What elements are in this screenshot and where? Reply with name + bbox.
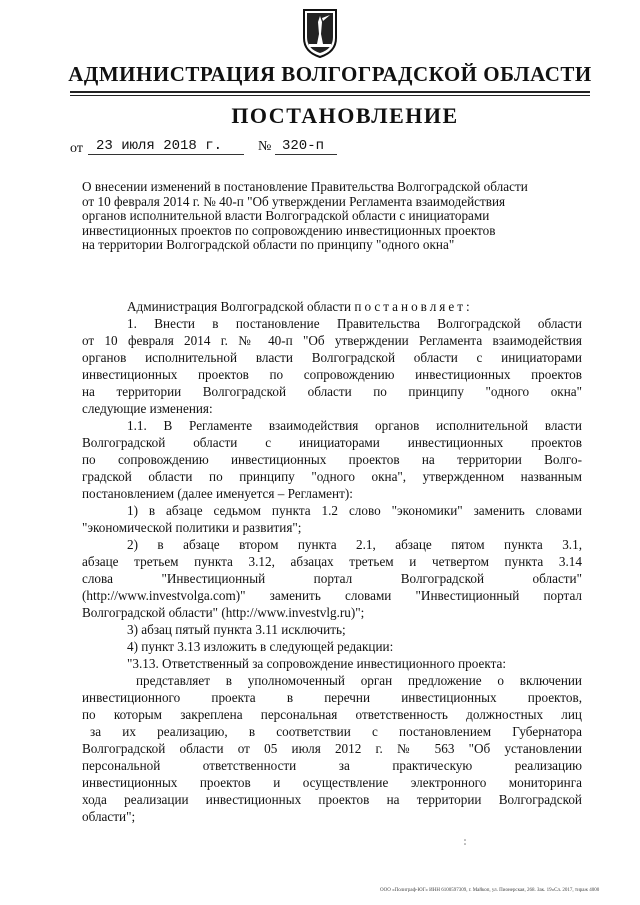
subject-line: О внесении изменений в постановление Правительства Волгоградской области [82,179,528,194]
body-line: Волгоградской области от 05 июля 2012 г. № 563 "Об установлении [82,741,582,756]
body-line: по которым закреплена персональная ответственность должностных лиц [82,707,582,722]
body-line: 1. Внести в постановление Правительства Волгоградской области [127,316,582,331]
decree-word: постановляет: [354,299,473,314]
organization-title: АДМИНИСТРАЦИЯ ВОЛГОГРАДСКОЙ ОБЛАСТИ [68,62,592,86]
header-rule-thin [70,95,590,96]
body-line: по сопровождению инвестиционных проектов на территории Волго- [82,452,582,467]
body-line: 4) пункт 3.13 изложить в следующей редакции: [127,639,394,654]
body-line: инвестиционных проектов и осуществление электронного мониторинга [82,775,582,790]
document-subject [82,180,582,253]
body-line: 1) в абзаце седьмом пункта 1.2 слово "экономики" заменить словами [127,503,582,518]
printer-imprint: ООО «Полиграф-ЮГ» ИНН 6100597309, г. Майкоп, ул. Пионерская, 268. Зак. 19«Сл. 2017, тираж 4000 [380,888,600,893]
body-line: на территории Волгоградской области по принципу "одного окна" [82,384,582,399]
document-body [82,298,582,825]
body-line: хода реализации инвестиционных проектов на территории Волгоградской [82,792,582,807]
body-line: инвестиционного проекта в перечни инвестиционных проектов, [82,690,582,705]
body-line: абзаце третьем пункта 3.12, абзацах третьем и четвертом пункта 3.14 [82,554,582,569]
document-number: 320-п [282,138,325,154]
body-line: 2) в абзаце втором пункта 2.1, абзаце пятом пункта 3.1, [127,537,582,552]
document-date: 23 июля 2018 г. [96,138,223,154]
body-line: "экономической политики и развития"; [82,520,302,535]
body-line: слова "Инвестиционный портал Волгоградской области" [82,571,582,586]
body-line: постановлением (далее именуется – Регламент): [82,486,353,501]
body-line: 1.1. В Регламенте взаимодействия органов исполнительной власти [127,418,582,433]
subject-line: на территории Волгоградской области по принципу "одного окна" [82,237,455,253]
body-intro: Администрация Волгоградской области постановляет: [127,299,473,314]
date-underline [88,154,244,155]
subject-line: от 10 февраля 2014 г. № 40-п "Об утверждении Регламента взаимодействия [82,193,506,209]
document-type: ПОСТАНОВЛЕНИЕ [231,103,459,128]
body-line: Волгоградской области с инициаторами инвестиционных проектов [82,435,582,450]
subject-line: инвестиционных проектов по сопровождению инвестиционных проектов [82,222,496,238]
number-prefix: № [258,139,272,154]
body-line: (http://www.investvolga.com)" заменить словами "Инвестиционный портал [82,588,582,603]
body-line: области"; [82,809,136,824]
body-line: Волгоградской области" (http://www.investvlg.ru)"; [82,605,365,620]
body-line: 3) абзац пятый пункта 3.11 исключить; [127,622,346,637]
body-line: градской области по принципу "одного окна", утвержденном названным [82,469,582,484]
body-line: за их реализацию, в соответствии с постановлением Губернатора [90,724,582,739]
body-line: персональной ответственности за практическую реализацию [82,758,582,773]
body-line: представляет в уполномоченный орган предложение о включении [136,673,582,688]
date-prefix: от [70,141,83,156]
volgograd-coat-of-arms-icon [302,4,338,58]
body-line: органов исполнительной власти Волгоградской области с инициаторами [82,350,582,365]
body-line: "3.13. Ответственный за сопровождение инвестиционного проекта: [127,656,507,671]
header-rule-thick [70,91,590,93]
body-line: следующие изменения: [82,401,213,416]
body-line: от 10 февраля 2014 г. № 40-п "Об утверждении Регламента взаимодействия [82,333,582,348]
scan-speck [462,838,468,846]
number-underline [275,154,337,155]
body-line: инвестиционных проектов по сопровождению инвестиционных проектов [82,367,582,382]
subject-line: органов исполнительной власти Волгоградской области с инициаторами [82,208,490,224]
